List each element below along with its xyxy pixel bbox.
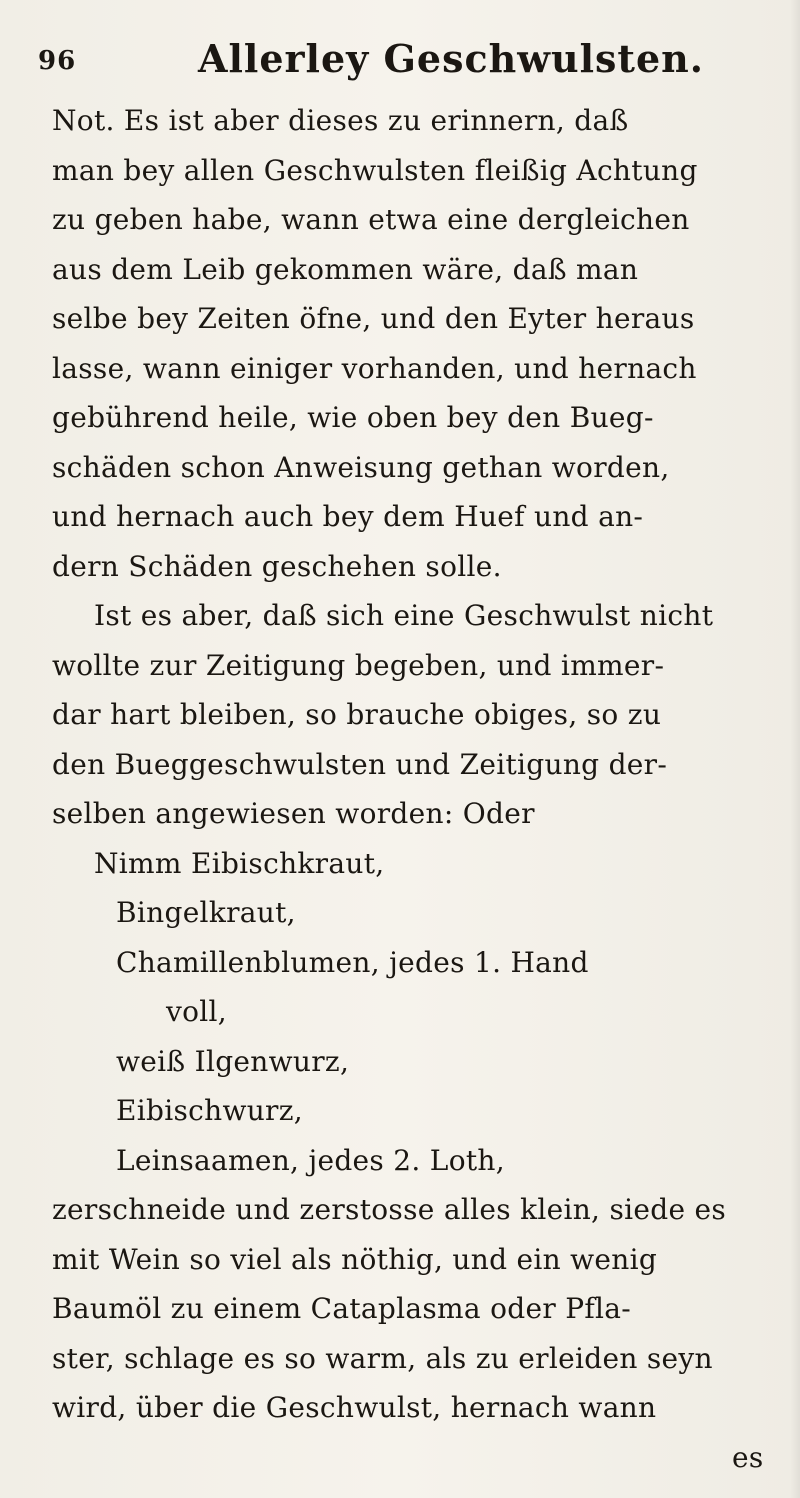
recipe-item: Leinsaamen, jedes 2. Loth, xyxy=(116,1143,505,1177)
text-line: man bey allen Geschwulsten fleißig Achtung xyxy=(52,153,698,187)
text-line: wird, über die Geschwulst, hernach wann xyxy=(52,1391,657,1424)
recipe-item: voll, xyxy=(166,995,227,1028)
recipe-item: Nimm Eibischkraut, xyxy=(94,846,385,880)
text-line: ster, schlage es so warm, als zu erleiden seyn xyxy=(52,1341,713,1375)
text-line: zerschneide und zerstosse alles klein, siede es xyxy=(52,1193,727,1226)
text-line: lasse, wann einiger vorhanden, und hernach xyxy=(52,351,697,385)
paragraph-closing xyxy=(52,1185,778,1482)
text-line: mit Wein so viel als nöthig, und ein wenig xyxy=(52,1242,658,1276)
text-line: Ist es aber, daß sich eine Geschwulst nicht xyxy=(94,599,714,632)
catchword: es xyxy=(732,1440,764,1474)
text-line: Baumöl zu einem Cataplasma oder Pfla- xyxy=(52,1292,632,1325)
running-head xyxy=(38,36,778,86)
text-line: und hernach auch bey dem Huef und an- xyxy=(52,500,644,533)
paragraph-note xyxy=(52,96,778,591)
recipe-list xyxy=(52,839,778,1186)
page-edge-shadow xyxy=(790,0,800,1498)
body-text xyxy=(52,96,778,1482)
text-line: dern Schäden geschehen solle. xyxy=(52,549,502,583)
page-number: 96 xyxy=(38,46,77,76)
recipe-item: Bingelkraut, xyxy=(116,896,296,929)
text-line: den Bueggeschwulsten und Zeitigung der- xyxy=(52,747,668,781)
text-line: gebührend heile, wie oben bey den Bueg- xyxy=(52,401,654,434)
paragraph-second xyxy=(52,591,778,839)
recipe-item: weiß Ilgenwurz, xyxy=(116,1044,350,1078)
text-line: selben angewiesen worden: Oder xyxy=(52,797,535,830)
page-title: Allerley Geschwulsten. xyxy=(198,36,705,81)
text-line: aus dem Leib gekommen wäre, daß man xyxy=(52,252,639,286)
recipe-item: Eibischwurz, xyxy=(116,1094,303,1127)
text-line: schäden schon Anweisung gethan worden, xyxy=(52,450,670,484)
text-line: wollte zur Zeitigung begeben, und immer- xyxy=(52,648,665,682)
text-line: dar hart bleiben, so brauche obiges, so zu xyxy=(52,698,662,731)
text-line: Not. Es ist aber dieses zu erinnern, daß xyxy=(52,104,629,137)
recipe-item: Chamillenblumen, jedes 1. Hand xyxy=(116,945,589,979)
text-line: selbe bey Zeiten öfne, und den Eyter heraus xyxy=(52,302,695,335)
text-line: zu geben habe, wann etwa eine dergleichen xyxy=(52,203,690,236)
